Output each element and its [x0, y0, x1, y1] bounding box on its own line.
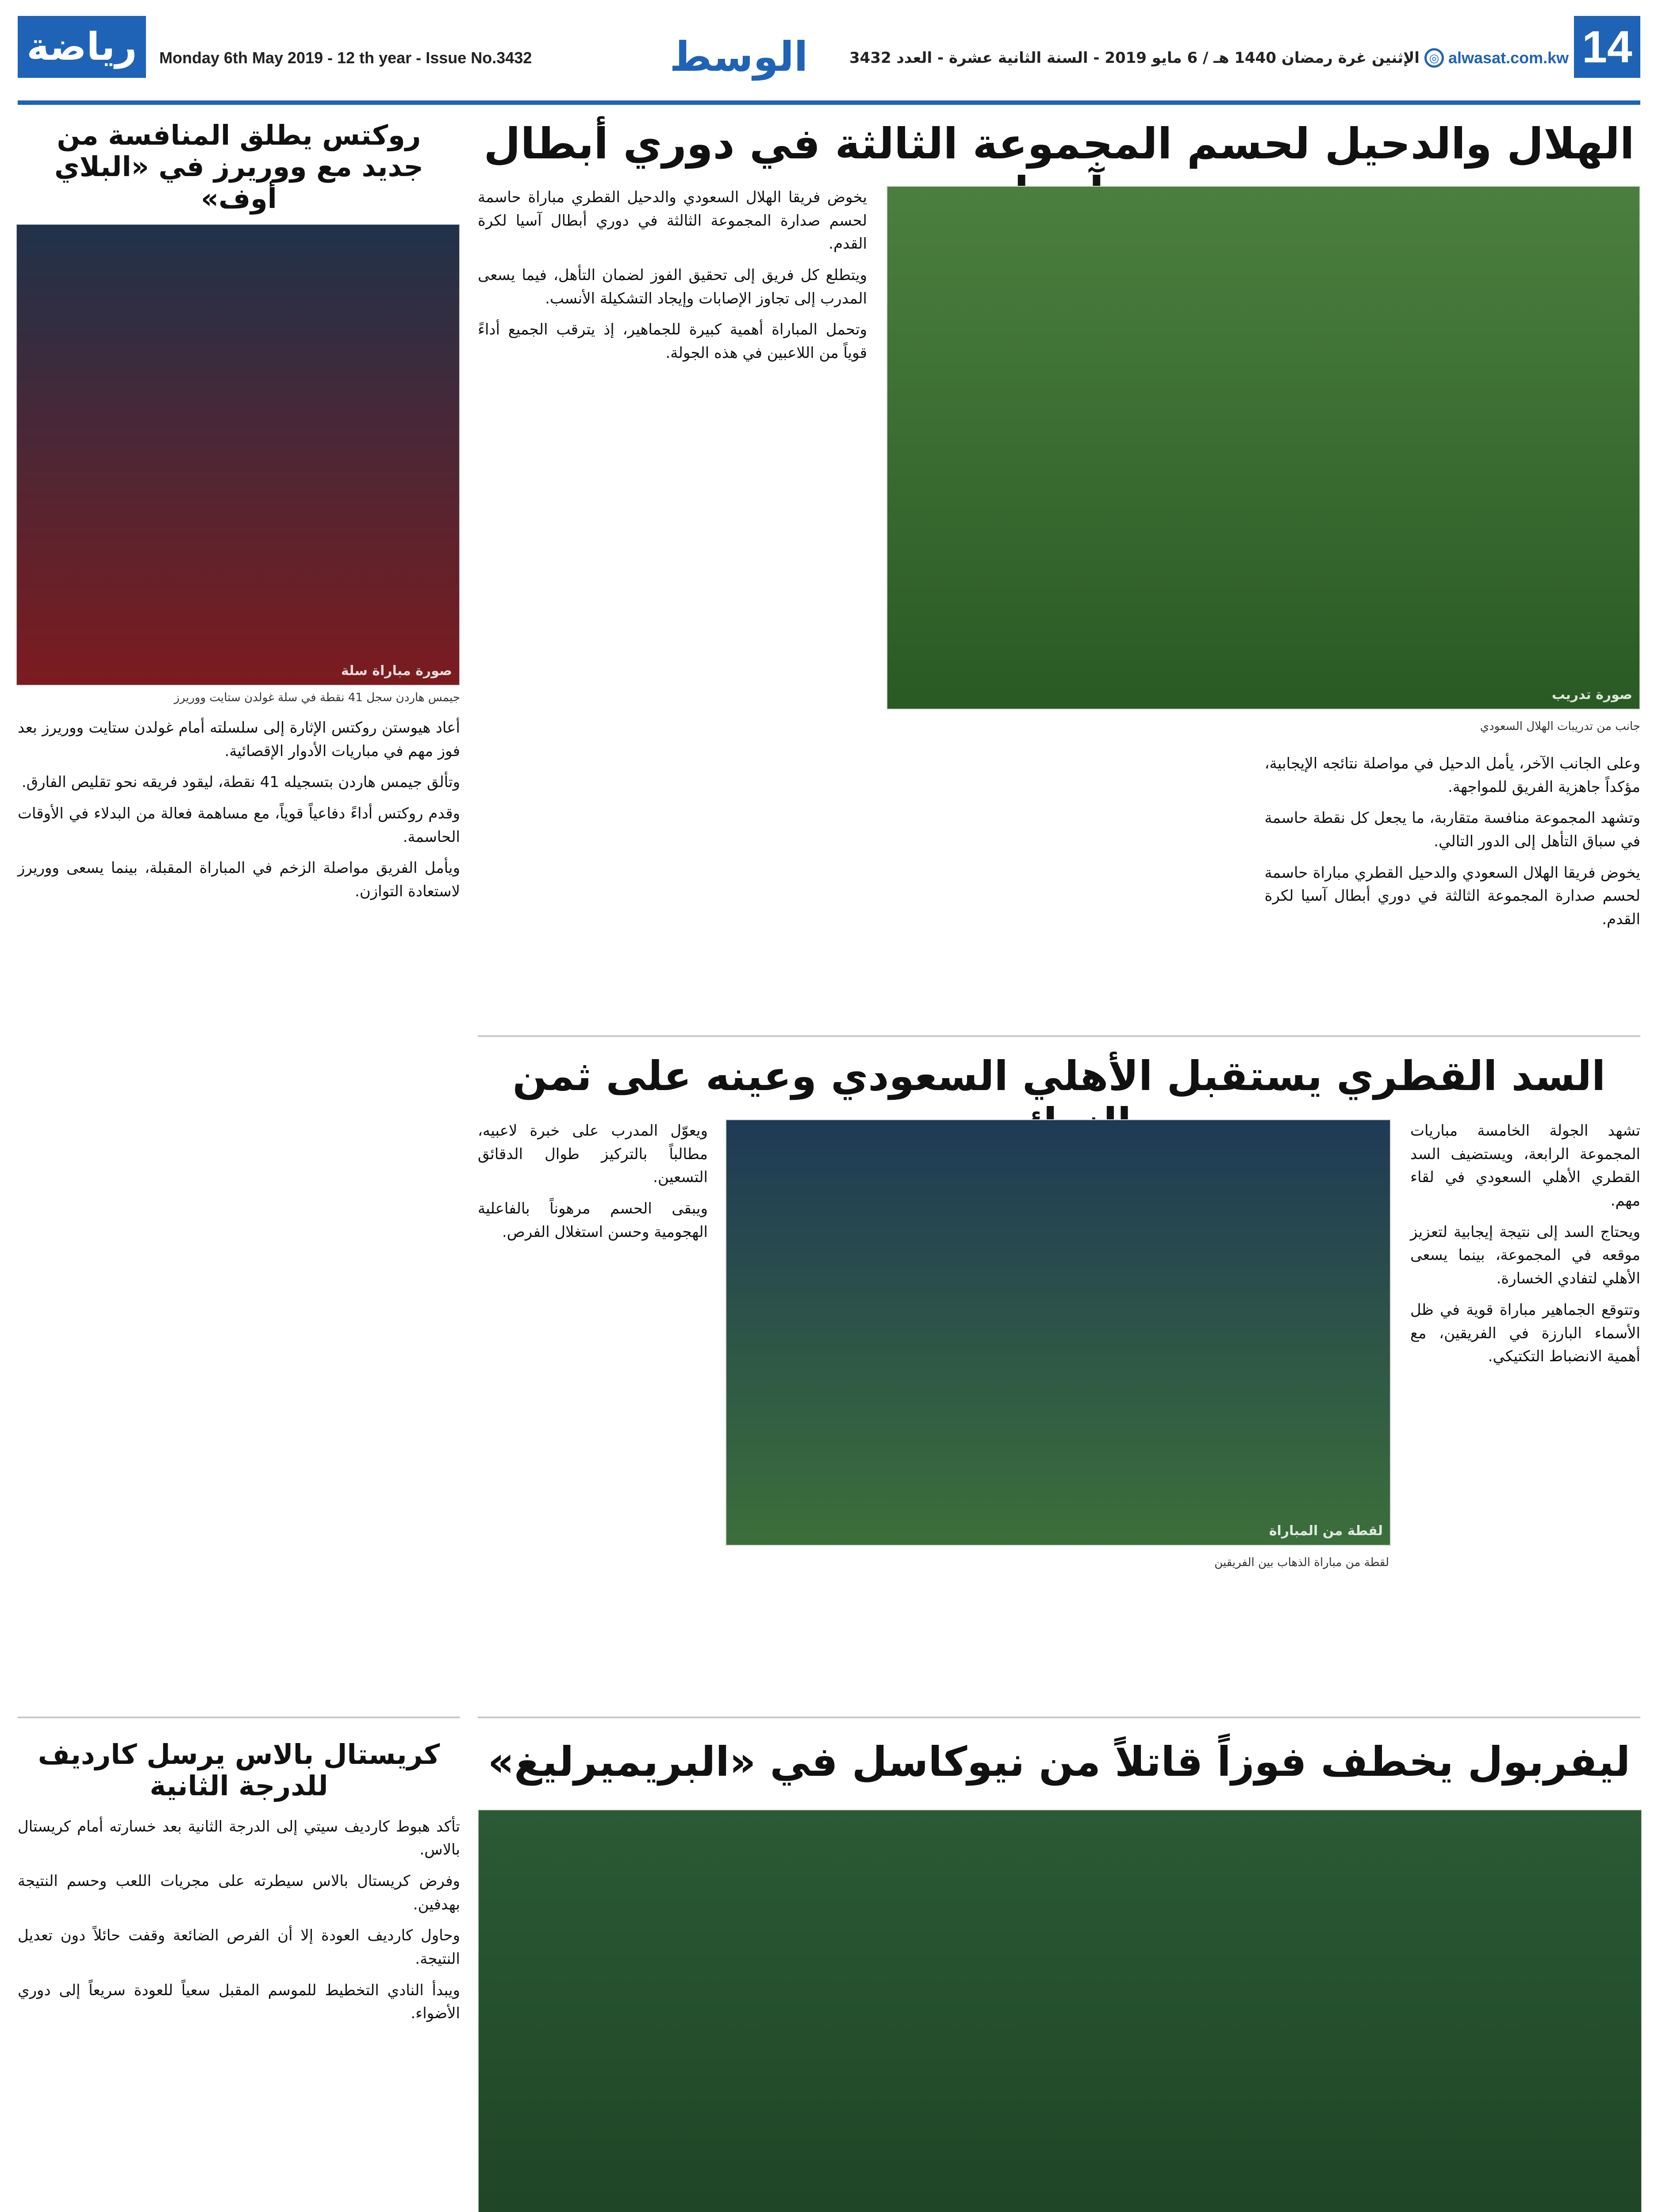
asia-photo-label: صورة تدريب: [1551, 687, 1632, 703]
cardiff-paragraph: وفرض كريستال بالاس سيطرته على مجريات اللعب وحسم النتيجة بهدفين.: [18, 1872, 460, 1913]
asia-paragraph: يخوض فريقا الهلال السعودي والدحيل القطري مباراة حاسمة لحسم صدارة المجموعة الثالثة في دوري أبطال آسيا لكرة القدم.: [478, 188, 867, 253]
main-divider-1: [478, 1035, 1640, 1037]
sidebar: [18, 119, 460, 2212]
liverpool-photo: [478, 1809, 1642, 2212]
liverpool-article: [478, 1739, 1640, 2212]
page-number: 14: [1574, 16, 1640, 78]
cardiff-body: [18, 1815, 460, 2212]
asia-paragraph: يخوض فريقا الهلال السعودي والدحيل القطري مباراة حاسمة لحسم صدارة المجموعة الثالثة في دوري أبطال آسيا لكرة القدم.: [1264, 864, 1640, 929]
sadd-photo: [725, 1119, 1391, 1546]
section-label: رياضة: [18, 16, 146, 78]
asia-photo-caption: جانب من تدريبات الهلال السعودي: [1480, 720, 1640, 733]
rockets-photo-label: صورة مباراة سلة: [341, 663, 452, 679]
rockets-paragraph: وتألق جيمس هاردن بتسجيله 41 نقطة، ليقود فريقه نحو تقليص الفارق.: [21, 773, 460, 791]
asia-paragraph: وعلى الجانب الآخر، يأمل الدحيل في مواصلة نتائجه الإيجابية، مؤكداً جاهزية الفريق للمواجهة.: [1264, 755, 1640, 796]
sadd-headline: السد القطري يستقبل الأهلي السعودي وعينه على ثمن: [512, 1052, 1606, 1100]
sadd-paragraph: ويحتاج السد إلى نتيجة إيجابية لتعزيز موقعه في المجموعة، بينما يسعى الأهلي لتفادي الخسارة.: [1410, 1223, 1640, 1288]
sadd-paragraph: ويعوّل المدرب على خبرة لاعبيه، مطالباً بالتركيز طوال الدقائق التسعين.: [478, 1122, 708, 1187]
asia-photo: [887, 186, 1640, 710]
sadd-body-left: [478, 1119, 708, 1655]
rockets-paragraph: ويأمل الفريق مواصلة الزخم في المباراة المقبلة، بينما يسعى ووريرز لاستعادة التوازن.: [18, 859, 460, 901]
asia-body-bottom: [478, 752, 1640, 1000]
cardiff-paragraph: تأكد هبوط كارديف سيتي إلى الدرجة الثانية بعد خسارته أمام كريستال بالاس.: [18, 1817, 460, 1859]
rockets-photo: [16, 224, 460, 686]
liverpool-headline: ليفربول يخطف فوزاً قاتلاً من نيوكاسل في «البريميرليغ»: [487, 1738, 1631, 1786]
sadd-paragraph: وتتوقع الجماهير مباراة قوية في ظل الأسماء البارزة في الفريقين، مع أهمية الانضباط التكتيكي.: [1410, 1301, 1640, 1366]
cardiff-paragraph: ويبدأ النادي التخطيط للموسم المقبل سعياً للعودة سريعاً إلى دوري الأضواء.: [18, 1981, 460, 2023]
cardiff-paragraph: وحاول كارديف العودة إلا أن الفرص الضائعة وقفت حائلاً دون تعديل النتيجة.: [18, 1927, 460, 1968]
rockets-photo-caption: جيمس هاردن سجل 41 نقطة في سلة غولدن ستايت ووريرز: [174, 691, 460, 704]
asia-paragraph: وتشهد المجموعة منافسة متقاربة، ما يجعل كل نقطة حاسمة في سباق التأهل إلى الدور التالي.: [1264, 809, 1640, 851]
cardiff-article: [18, 1739, 460, 2212]
sadd-content: [478, 1119, 1640, 1708]
asia-paragraph: وتحمل المباراة أهمية كبيرة للجماهير، إذ يترقب الجميع أداءً قوياً من اللاعبين في هذه الجولة.: [478, 321, 867, 362]
asia-content: [478, 186, 1640, 1026]
rockets-headline: روكتس يطلق المنافسة من جديد مع ووريرز في «البلاي أوف»: [54, 119, 424, 215]
asia-body-left: [478, 186, 867, 739]
newspaper-logo: الوسط: [669, 33, 808, 81]
rockets-paragraph: أعاد هيوستن روكتس الإثارة إلى سلسلته أمام غولدن ستايت ووريرز بعد فوز مهم في مباريات الأدوار الإقصائية.: [18, 718, 460, 760]
sadd-photo-label: لقطة من المباراة: [1269, 1523, 1383, 1539]
asia-paragraph: ويتطلع كل فريق إلى تحقيق الفوز لضمان التأهل، فيما يسعى المدرب إلى تجاوز الإصابات وإيجاد التشكيلة الأنسب.: [478, 266, 867, 307]
main-divider-2: [478, 1717, 1640, 1718]
issue-line-arabic: الإثنين غرة رمضان 1440 هـ / 6 مايو 2019 - السنة الثانية عشرة - العدد 3432: [849, 49, 1420, 67]
asia-headline: الهلال والدحيل لحسم المجموعة الثالثة في دوري أبطال: [484, 119, 1635, 169]
page-header: [18, 10, 1640, 105]
site-url[interactable]: [1424, 38, 1597, 78]
rockets-body: [18, 716, 460, 1690]
sadd-photo-caption: لقطة من مباراة الذهاب بين الفريقين: [1214, 1556, 1389, 1569]
sadd-paragraph: ويبقى الحسم مرهوناً بالفاعلية الهجومية وحسن استغلال الفرص.: [478, 1200, 708, 1241]
sadd-body-right: [1410, 1119, 1640, 1655]
sidebar-divider: [18, 1717, 460, 1718]
cardiff-headline: كريستال بالاس يرسل كارديف للدرجة الثانية: [38, 1738, 440, 1802]
main-content: [478, 119, 1640, 2212]
sadd-article: [478, 1053, 1640, 1708]
rockets-article: [18, 119, 460, 1694]
asia-article: [478, 119, 1640, 1026]
globe-icon: ◎: [1424, 48, 1444, 68]
sadd-paragraph: تشهد الجولة الخامسة مباريات المجموعة الرابعة، ويستضيف السد القطري الأهلي السعودي في لقاء مهم.: [1410, 1122, 1640, 1210]
rockets-paragraph: وقدم روكتس أداءً دفاعياً قوياً، مع مساهمة فعالة من البدلاء في الأوقات الحاسمة.: [18, 805, 460, 846]
liverpool-content: [478, 1809, 1640, 2212]
date-line: Monday 6th May 2019 - 12 th year - Issue No.3432: [159, 49, 532, 67]
site-url-text[interactable]: alwasat.com.kw: [1448, 49, 1569, 67]
